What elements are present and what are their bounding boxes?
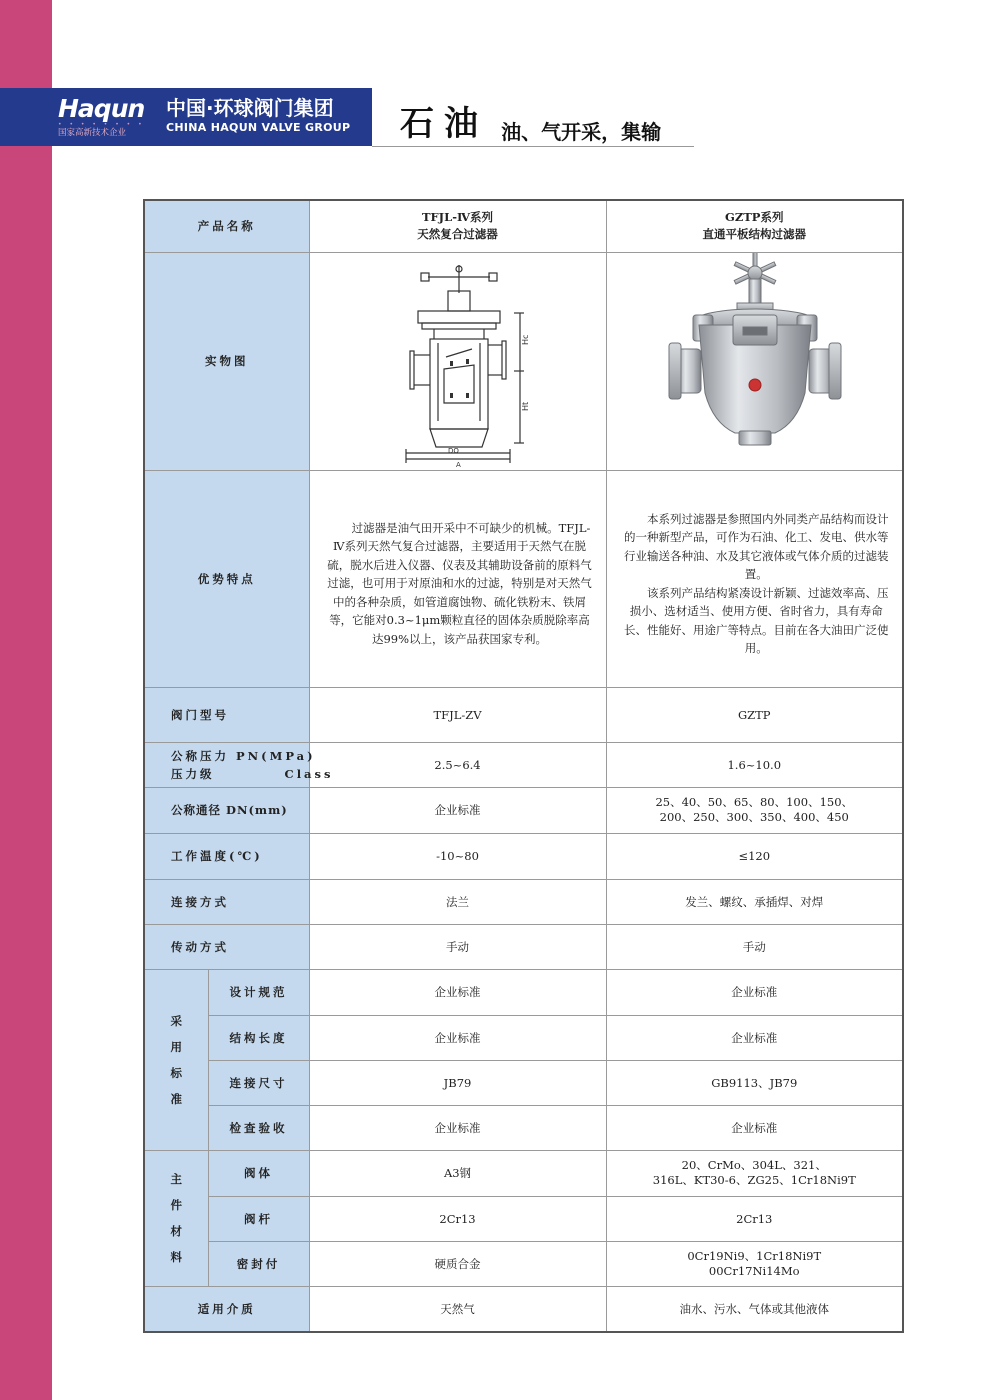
group-char: 件 <box>170 1198 182 1212</box>
group-char: 主 <box>170 1172 182 1186</box>
table-cell: 1.6~10.0 <box>606 742 903 787</box>
model-label: 阀门型号 <box>144 687 309 742</box>
drawing-label-ht: Ht <box>520 401 530 411</box>
table-cell: ≤120 <box>606 833 903 879</box>
page-title <box>400 96 662 144</box>
cell-line: 00Cr17Ni14Mo <box>708 1263 800 1278</box>
table-cell: 硬质合金 <box>309 1241 606 1286</box>
table-cell: 企业标准 <box>606 1015 903 1060</box>
design-spec-label: 设计规范 <box>208 969 309 1015</box>
cell-line: 25、40、50、65、80、100、150、 <box>655 795 854 809</box>
group-char: 标 <box>170 1065 182 1080</box>
inspection-label: 检查验收 <box>208 1105 309 1150</box>
technical-drawing-svg <box>310 253 606 469</box>
pressure-label-line: 压力级 Class <box>171 766 334 781</box>
group-char: 准 <box>170 1091 182 1106</box>
table-row-standard-dimension <box>144 1060 903 1105</box>
table-cell: 2.5~6.4 <box>309 742 606 787</box>
photo-label: 实物图 <box>144 252 309 470</box>
medium-label: 适用介质 <box>144 1286 309 1332</box>
temperature-label: 工作温度(℃) <box>144 833 309 879</box>
cell-line: 0Cr19Ni9、1Cr18Ni9T <box>687 1248 822 1263</box>
page-title-main: 石油 <box>400 104 488 144</box>
features-paragraph: 该系列产品结构紧凑设计新颖、过滤效率高、压损小、选材适当、使用方便、省时省力，具有寿命长、性能好、用途广等特点。目前在各大油田广泛使用。 <box>624 585 889 655</box>
product-title-1: 天然复合过滤器 <box>417 227 498 242</box>
drawing-label-a: A <box>455 461 461 469</box>
drawing-cell <box>309 252 606 470</box>
table-cell: 企业标准 <box>606 969 903 1015</box>
table-cell <box>606 1150 903 1196</box>
table-row-standard-design <box>144 969 903 1015</box>
table-row-drive <box>144 924 903 969</box>
table-row-diameter <box>144 787 903 833</box>
table-row-medium <box>144 1286 903 1332</box>
brand-header-bar <box>0 88 372 146</box>
table-cell: 2Cr13 <box>606 1196 903 1241</box>
cell-line: 316L、KT30-6、ZG25、1Cr18Ni9T <box>652 1173 856 1187</box>
company-name-en: CHINA HAQUN VALVE GROUP <box>166 121 351 134</box>
table-row-standard-inspection <box>144 1105 903 1150</box>
features-text-2 <box>606 470 903 687</box>
table-row-material-seal <box>144 1241 903 1286</box>
table-row-product-name <box>144 200 903 252</box>
title-underline <box>372 146 694 147</box>
logo-wordmark: Haqun <box>58 94 145 123</box>
table-row-material-body <box>144 1150 903 1196</box>
features-paragraph: 过滤器是油气田开采中不可缺少的机械。TFJL-Ⅳ系列天然气复合过滤器，主要适用于天然气在脱硫，脱水后进入仪器、仪表及其辅助设备前的原料气过滤，也可用于对原油和水的过滤，特别是对天然气中的各种杂质，如管道腐蚀物、硫化铁粉末、铁屑等，它能对0.3~1μm颗粒直径的固体杂质脱除率高达99%以上，该产品获国家专利。 <box>327 520 592 646</box>
side-color-strip <box>0 0 52 1400</box>
filter-technical-drawing <box>310 253 606 469</box>
table-cell: 油水、污水、气体或其他液体 <box>606 1286 903 1332</box>
features-paragraph: 本系列过滤器是参照国内外同类产品结构而设计的一种新型产品，可作为石油、化工、发电、供水等行业输送各种油、水及其它液体或气体介质的过滤装置。 <box>624 511 889 581</box>
standards-group-label <box>144 969 208 1150</box>
seal-label: 密封付 <box>208 1241 309 1286</box>
table-row-connection <box>144 879 903 924</box>
company-name <box>166 96 366 136</box>
connection-size-label: 连接尺寸 <box>208 1060 309 1105</box>
product-header-1 <box>309 200 606 252</box>
cell-line: 20、CrMo、304L、321、 <box>681 1158 827 1172</box>
pressure-label <box>144 742 334 787</box>
table-cell: 企业标准 <box>309 1105 606 1150</box>
valve-stem-label: 阀杆 <box>208 1196 309 1241</box>
drawing-label-hc: Hc <box>520 334 530 345</box>
company-name-cn: 中国·环球阀门集团 <box>166 96 334 120</box>
table-cell: -10~80 <box>309 833 606 879</box>
cell-line: 200、250、300、350、400、450 <box>659 810 849 824</box>
features-text-1 <box>309 470 606 687</box>
table-cell: A3钢 <box>309 1150 606 1196</box>
logo-dots: • • • • • • • • <box>58 122 145 128</box>
structure-length-label: 结构长度 <box>208 1015 309 1060</box>
table-row-material-stem <box>144 1196 903 1241</box>
group-char: 用 <box>170 1039 182 1054</box>
table-cell: 手动 <box>606 924 903 969</box>
features-label: 优势特点 <box>144 470 309 687</box>
group-char: 采 <box>170 1013 182 1028</box>
photo-cell <box>606 252 903 470</box>
table-cell: 手动 <box>309 924 606 969</box>
valve-body-label: 阀体 <box>208 1150 309 1196</box>
table-cell: 天然气 <box>309 1286 606 1332</box>
diameter-label: 公称通径 DN(mm) <box>144 787 309 833</box>
product-photo-svg <box>607 253 903 469</box>
table-cell: 企业标准 <box>309 969 606 1015</box>
product-series-1: TFJL-Ⅳ系列 <box>421 210 494 225</box>
table-cell <box>606 1241 903 1286</box>
table-cell: 企业标准 <box>309 1015 606 1060</box>
product-header-2 <box>606 200 903 252</box>
materials-group-label <box>144 1150 208 1286</box>
product-title-2: 直通平板结构过滤器 <box>702 227 806 242</box>
table-row-standard-length <box>144 1015 903 1060</box>
logo-tagline: 国家高新技术企业 <box>58 128 127 138</box>
product-series-2: GZTP系列 <box>725 210 784 225</box>
table-cell: 2Cr13 <box>309 1196 606 1241</box>
table-row-temperature <box>144 833 903 879</box>
table-cell: 企业标准 <box>606 1105 903 1150</box>
table-row-pressure <box>144 742 903 787</box>
table-cell: 法兰 <box>309 879 606 924</box>
drawing-label-do: DO <box>447 447 459 455</box>
table-cell <box>606 787 903 833</box>
product-name-label: 产品名称 <box>144 200 309 252</box>
page-title-sub: 油、气开采，集输 <box>501 120 662 144</box>
group-char: 材 <box>170 1224 182 1238</box>
table-row-photo <box>144 252 903 470</box>
table-cell: GZTP <box>606 687 903 742</box>
table-row-features <box>144 470 903 687</box>
table-cell: GB9113、JB79 <box>606 1060 903 1105</box>
table-row-model <box>144 687 903 742</box>
drive-label: 传动方式 <box>144 924 309 969</box>
table-cell: 企业标准 <box>309 787 606 833</box>
table-cell: TFJL-ZV <box>309 687 606 742</box>
group-char: 料 <box>170 1250 182 1264</box>
table-cell: JB79 <box>309 1060 606 1105</box>
spec-table <box>143 199 904 1333</box>
table-cell: 发兰、螺纹、承插焊、对焊 <box>606 879 903 924</box>
connection-label: 连接方式 <box>144 879 309 924</box>
filter-product-photo <box>607 253 903 469</box>
company-logo <box>58 96 150 136</box>
pressure-label-line: 公称压力 PN(MPa) <box>171 748 316 763</box>
